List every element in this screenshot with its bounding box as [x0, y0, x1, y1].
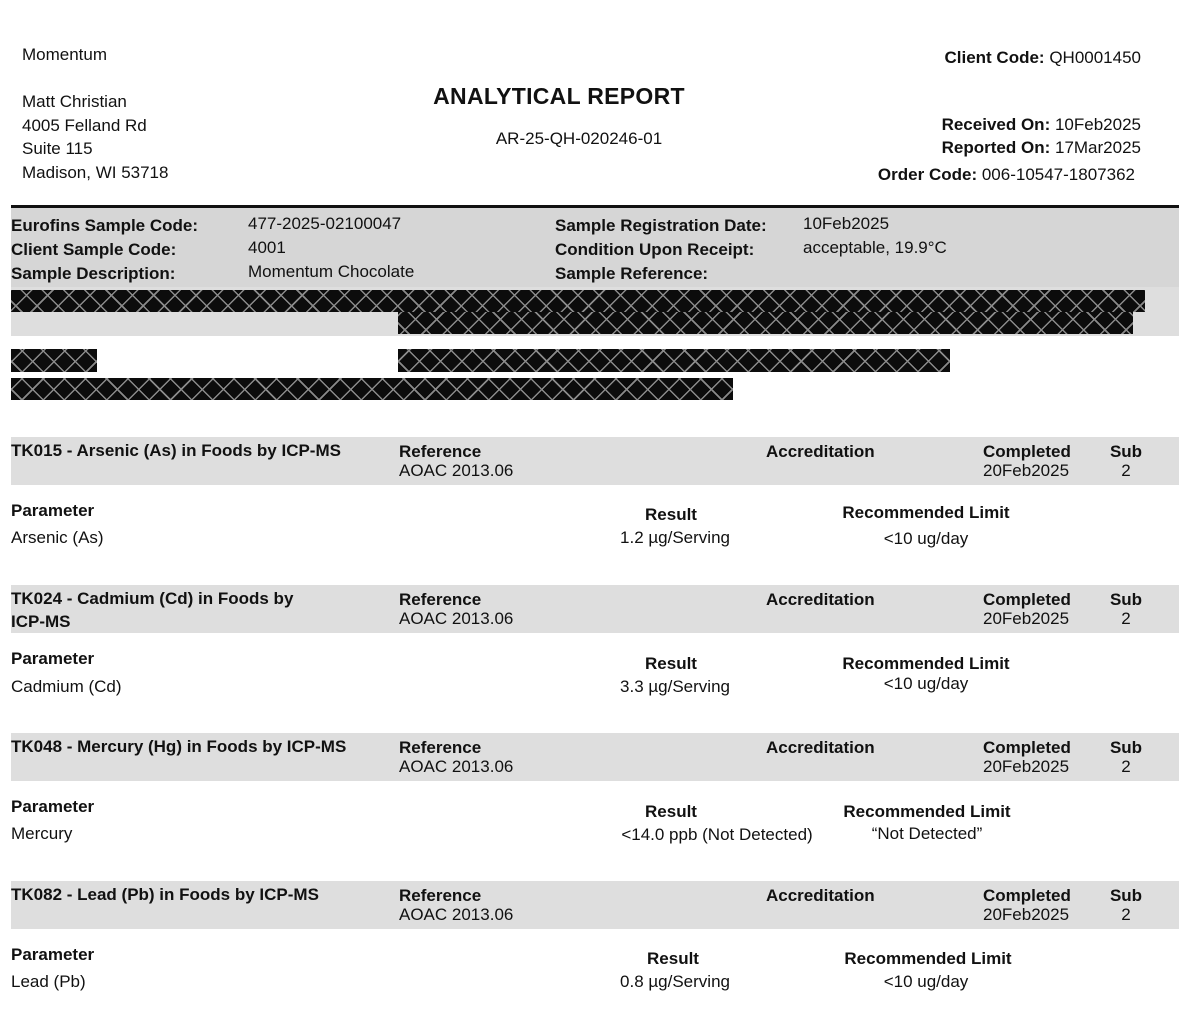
reference-value: AOAC 2013.06	[399, 757, 514, 776]
result-label: Result	[645, 654, 697, 673]
report-title: ANALYTICAL REPORT	[433, 83, 685, 109]
parameter-value: Cadmium (Cd)	[11, 677, 122, 696]
registration-date-value: 10Feb2025	[803, 214, 890, 233]
received-on-label: Received On:	[941, 115, 1051, 134]
reference-value: AOAC 2013.06	[399, 609, 514, 628]
sub-value: 2	[1121, 461, 1131, 480]
reference-label: Reference	[399, 442, 482, 461]
limit-value: <10 ug/day	[883, 529, 969, 548]
result-value: <14.0 ppb (Not Detected)	[621, 825, 813, 844]
limit-label: Recommended Limit	[842, 503, 1010, 522]
client-code-label: Client Code:	[944, 48, 1045, 67]
test-name: TK082 - Lead (Pb) in Foods by ICP-MS	[11, 885, 319, 904]
eurofins-code-value: 477-2025-02100047	[248, 214, 402, 233]
order-code-value: 006-10547-1807362	[981, 165, 1135, 184]
test-name: TK024 - Cadmium (Cd) in Foods by	[11, 589, 294, 608]
redaction-bar	[11, 378, 733, 400]
result-value: 3.3 µg/Serving	[620, 677, 730, 696]
reference-label: Reference	[399, 590, 482, 609]
address-line-3: Madison, WI 53718	[22, 163, 169, 182]
limit-value: “Not Detected”	[871, 824, 983, 843]
sub-label: Sub	[1109, 590, 1143, 609]
completed-label: Completed	[983, 442, 1071, 461]
parameter-value: Mercury	[11, 824, 73, 843]
sub-label: Sub	[1109, 442, 1143, 461]
completed-value: 20Feb2025	[983, 461, 1070, 480]
parameter-label: Parameter	[11, 501, 95, 520]
reference-label: Reference	[399, 886, 482, 905]
parameter-label: Parameter	[11, 797, 95, 816]
result-label: Result	[647, 949, 699, 968]
order-code-label: Order Code:	[877, 165, 978, 184]
address-line-1: 4005 Felland Rd	[22, 116, 147, 135]
sample-description-value: Momentum Chocolate	[248, 262, 415, 281]
redaction-bar	[398, 349, 950, 372]
accreditation-label: Accreditation	[766, 738, 875, 757]
test-name-continued: ICP-MS	[11, 612, 71, 631]
test-name: TK015 - Arsenic (As) in Foods by ICP-MS	[11, 441, 341, 460]
limit-label: Recommended Limit	[844, 949, 1012, 968]
accreditation-label: Accreditation	[766, 442, 875, 461]
sub-value: 2	[1121, 609, 1131, 628]
received-on	[942, 115, 1141, 135]
completed-value: 20Feb2025	[983, 609, 1070, 628]
limit-label: Recommended Limit	[842, 654, 1010, 673]
reference-value: AOAC 2013.06	[399, 905, 514, 924]
company-name: Momentum	[22, 45, 108, 64]
client-code	[944, 48, 1141, 68]
client-code-value: QH0001450	[1049, 48, 1141, 67]
accreditation-label: Accreditation	[766, 886, 875, 905]
parameter-label: Parameter	[11, 945, 95, 964]
completed-label: Completed	[983, 590, 1071, 609]
address-line-2: Suite 115	[22, 139, 93, 158]
result-label: Result	[645, 505, 697, 524]
eurofins-code-label: Eurofins Sample Code:	[11, 216, 199, 235]
reported-on	[942, 138, 1141, 158]
test-name: TK048 - Mercury (Hg) in Foods by ICP-MS	[11, 737, 347, 756]
sub-value: 2	[1121, 905, 1131, 924]
client-sample-value: 4001	[248, 238, 286, 257]
sub-label: Sub	[1109, 886, 1143, 905]
limit-value: <10 ug/day	[883, 972, 969, 991]
completed-label: Completed	[983, 738, 1071, 757]
parameter-value: Arsenic (As)	[11, 528, 104, 547]
result-value: 1.2 µg/Serving	[620, 528, 730, 547]
reported-on-value: 17Mar2025	[1054, 138, 1141, 157]
sub-label: Sub	[1109, 738, 1143, 757]
completed-value: 20Feb2025	[983, 757, 1070, 776]
order-code	[878, 165, 1135, 185]
reference-value: AOAC 2013.06	[399, 461, 514, 480]
client-sample-label: Client Sample Code:	[11, 240, 177, 259]
reference-label: Reference	[399, 738, 482, 757]
redaction-bar	[398, 312, 1133, 334]
result-label: Result	[645, 802, 697, 821]
condition-value: acceptable, 19.9°C	[803, 238, 947, 257]
redaction-bar	[11, 349, 97, 372]
received-on-value: 10Feb2025	[1054, 115, 1141, 134]
contact-name: Matt Christian	[22, 92, 127, 111]
redaction-bar	[11, 290, 1145, 312]
parameter-value: Lead (Pb)	[11, 972, 86, 991]
report-number: AR-25-QH-020246-01	[495, 129, 663, 148]
accreditation-label: Accreditation	[766, 590, 875, 609]
sample-reference-label: Sample Reference:	[555, 264, 709, 283]
completed-value: 20Feb2025	[983, 905, 1070, 924]
limit-value: <10 ug/day	[883, 674, 969, 693]
parameter-label: Parameter	[11, 649, 95, 668]
reported-on-label: Reported On:	[941, 138, 1051, 157]
registration-date-label: Sample Registration Date:	[555, 216, 767, 235]
limit-label: Recommended Limit	[843, 802, 1011, 821]
completed-label: Completed	[983, 886, 1071, 905]
condition-label: Condition Upon Receipt:	[555, 240, 755, 259]
sample-description-label: Sample Description:	[11, 264, 176, 283]
sub-value: 2	[1121, 757, 1131, 776]
result-value: 0.8 µg/Serving	[620, 972, 730, 991]
